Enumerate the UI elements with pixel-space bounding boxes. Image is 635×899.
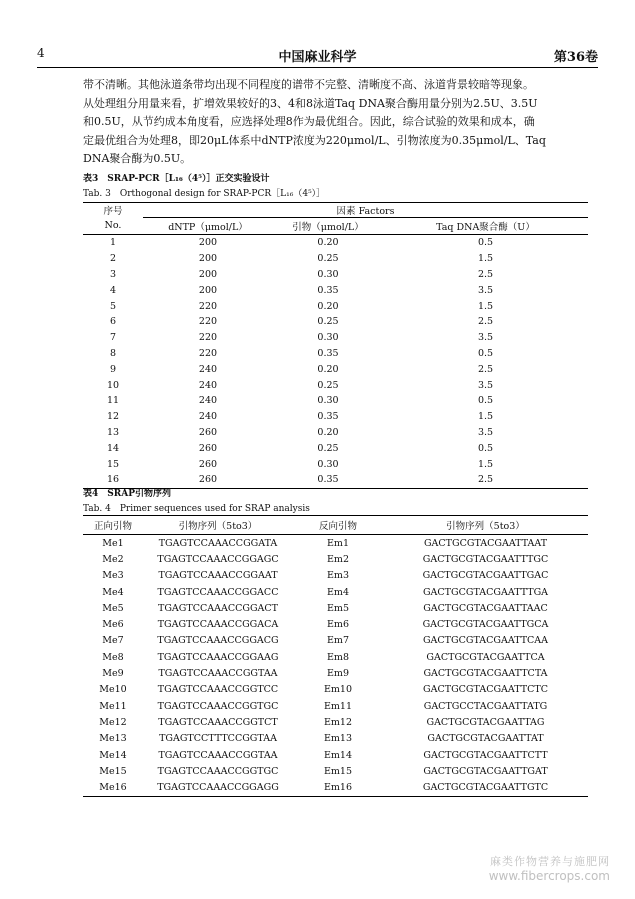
table-cell: Me16 [99,782,127,794]
table-row [83,698,588,714]
table-cell: GACTGCGTACGAATTCAA [422,635,549,647]
table-cell: 10 [106,379,120,391]
table3-caption-en: Tab. 3 Orthogonal design for SRAP-PCR［L₁₆（4⁵）］ [83,189,326,199]
table4-body [83,535,588,797]
table-cell: Em4 [327,586,349,598]
table-cell: Em11 [323,700,353,712]
table-cell: TGAGTCCAAACCGGTAA [158,749,278,761]
table-cell: 1.5 [477,253,494,265]
table4-caption-en: Tab. 4 Primer sequences used for SRAP analysis [83,504,310,514]
table-cell: 6 [109,316,117,328]
site-watermark [489,853,610,883]
table-cell: 0.25 [317,379,339,391]
table-row [83,714,588,730]
table3-body [83,235,588,489]
table-cell: 200 [198,268,218,280]
table-cell: 240 [198,363,218,375]
body-line: 定最优组合为处理8，即20μL体系中dNTP浓度为220μmol/L、引物浓度为0.35μmol/L、Taq [83,133,546,147]
table-cell: 11 [106,395,120,407]
table-cell: TGAGTCCAAACCGGACC [157,586,279,598]
table-cell: 0.35 [317,284,339,296]
table-cell: TGAGTCCAAACCGGTCT [158,716,278,728]
table-cell: Me4 [102,586,124,598]
table-cell: Em16 [323,782,353,794]
table-cell: TGAGTCCAAACCGGAGC [157,553,279,565]
col-header-reverse: 反向引物 [293,516,383,535]
table-cell: 3.5 [477,284,494,296]
table-cell: Me9 [102,668,124,680]
watermark-url: www.fibercrops.com [488,869,610,883]
table-row [83,425,588,441]
table3-caption-cn: 表3 SRAP-PCR［L₁₆（4⁵）］正交实验设计 [83,174,270,184]
table-cell: 2.5 [477,474,494,486]
table-cell: TGAGTCCAAACCGGAAT [158,570,278,582]
table-cell: 12 [106,411,120,423]
table-cell: 200 [198,253,218,265]
table-cell: GACTGCGTACGAATTGAC [422,570,549,582]
table-row [83,393,588,409]
body-line: 从处理组分用量来看，扩增效果较好的3、4和8泳道Taq DNA聚合酶用量分别为2.5U、3.5U [83,96,538,110]
table-cell: GACTGCGTACGAATTTGA [422,586,549,598]
table-cell: 0.30 [317,458,339,470]
table-cell: GACTGCGTACGAATTGCA [422,619,549,631]
table-cell: 7 [109,332,117,344]
col-header-primer: 引物（μmol/L） [273,218,383,235]
table-row [83,731,588,747]
table-cell: GACTGCGTACGAATTAG [426,716,545,728]
table-cell: 2 [109,253,117,265]
table-cell: 220 [198,347,218,359]
table-row [83,616,588,632]
table-row [83,267,588,283]
table-cell: 260 [198,474,218,486]
table-cell: Me15 [99,765,127,777]
table-cell: TGAGTCCAAACCGGACT [157,602,278,614]
table-cell: 1.5 [477,411,494,423]
table-cell: 4 [109,284,117,296]
table-cell: Em3 [327,570,349,582]
table-cell: TGAGTCCAAACCGGTCC [157,684,279,696]
table-row [83,346,588,362]
table-cell: GACTGCGTACGAATTCTC [423,684,548,696]
table-cell: 0.5 [477,442,494,454]
table-cell: Em13 [323,733,353,745]
table-row [83,584,588,600]
table-row [83,779,588,796]
table-cell: Em10 [323,684,353,696]
table-cell: 260 [198,458,218,470]
table-cell: Em8 [327,651,349,663]
table-cell: TGAGTCCAAACCGGTGC [157,700,279,712]
table-cell: 240 [198,395,218,407]
table-cell: 0.35 [317,474,339,486]
table-row [83,600,588,616]
table-cell: 0.20 [317,363,339,375]
table-row [83,665,588,681]
table-cell: Me10 [99,684,127,696]
table-cell: 0.20 [317,237,339,249]
page-header [37,46,598,68]
table-cell: 260 [198,442,218,454]
table-cell: TGAGTCCAAACCGGACA [157,619,279,631]
table-cell: GACTGCGTACGAATTCA [426,651,545,663]
table-cell: GACTGCGTACGAATTCTA [423,668,548,680]
table-row [83,282,588,298]
table-cell: GACTGCGTACGAATTGTC [422,782,549,794]
table-cell: GACTGCGTACGAATTGAT [423,765,548,777]
body-paragraph [83,76,588,169]
table-row [83,456,588,472]
volume-label: 第36卷 [553,50,598,65]
page-number: 4 [37,46,45,60]
table-cell: 240 [198,379,218,391]
table-cell: GACTGCGTACGAATTAAC [423,602,548,614]
table-row [83,377,588,393]
table-row [83,251,588,267]
table-row [83,551,588,567]
body-line: 带不清晰。其他泳道条带均出现不同程度的谱带不完整、清晰度不高、泳道背景较暗等现象。 [83,78,534,91]
table-row [83,409,588,425]
table-cell: Em9 [327,668,349,680]
table-cell: 220 [198,300,218,312]
table-row [83,361,588,377]
table-cell: 260 [198,426,218,438]
table-cell: Me5 [102,602,124,614]
table-cell: 0.30 [317,332,339,344]
table-row [83,535,588,552]
table-cell: 200 [198,284,218,296]
table-row [83,682,588,698]
primer-sequence-table [83,515,588,797]
table-cell: 0.25 [317,253,339,265]
table-cell: 9 [109,363,117,375]
col-header-dntp: dNTP（μmol/L） [143,218,273,235]
table-cell: 1.5 [477,458,494,470]
table-row [83,330,588,346]
table4-caption-cn: 表4 SRAP引物序列 [83,489,171,499]
table-cell: Me14 [99,749,127,761]
table-cell: 0.35 [317,411,339,423]
table-cell: Me3 [102,570,124,582]
table-cell: 0.5 [477,395,494,407]
table-cell: 220 [198,316,218,328]
table-cell: 16 [106,474,120,486]
table-cell: 3 [109,268,117,280]
body-line: 和0.5U，从节约成本角度看，应选择处理8作为最优组合。因此，综合试验的效果和成本，确 [83,115,535,129]
table-cell: 0.35 [317,347,339,359]
table-cell: 2.5 [477,268,494,280]
table-cell: 0.30 [317,268,339,280]
col-header-sequence: 引物序列（5to3） [383,516,588,535]
table-row [83,314,588,330]
table-row [83,763,588,779]
table-cell: Me11 [99,700,127,712]
table-cell: GACTGCGTACGAATTAAT [423,537,548,549]
table-cell: Me7 [102,635,124,647]
body-line: DNA聚合酶为0.5U。 [83,152,192,166]
table-cell: 0.5 [477,347,494,359]
table-cell: Me1 [102,537,124,549]
table-cell: 200 [198,237,218,249]
journal-title: 中国麻业科学 [278,50,357,65]
table-row [83,747,588,763]
table-cell: 14 [106,442,120,454]
table-cell: 240 [198,411,218,423]
col-header-no-en: No. [83,218,143,235]
table-cell: Me13 [99,733,127,745]
table-cell: 0.25 [317,316,339,328]
col-header-taq: Taq DNA聚合酶（U） [383,218,588,235]
header-rule [37,67,598,68]
watermark-name: 麻类作物营养与施肥网 [490,855,610,868]
table-cell: 1.5 [477,300,494,312]
col-header-sequence: 引物序列（5to3） [143,516,293,535]
table-cell: 3.5 [477,332,494,344]
table-cell: 0.25 [317,442,339,454]
table-cell: 2.5 [477,363,494,375]
table-cell: 8 [109,347,117,359]
table-row [83,298,588,314]
table-cell: GACTGCGTACGAATTCTT [423,749,548,761]
table-cell: GACTGCGTACGAATTAT [427,733,544,745]
table-cell: 0.20 [317,426,339,438]
table-row [83,568,588,584]
table-cell: Em7 [327,635,349,647]
table-cell: Em2 [327,553,349,565]
table-cell: GACTGCGTACGAATTTGC [422,553,549,565]
table-cell: TGAGTCCTTTCCGGTAA [159,733,277,745]
table-cell: Em15 [323,765,353,777]
table-row [83,440,588,456]
table-cell: 3.5 [477,426,494,438]
table-cell: 5 [109,300,117,312]
table-cell: Em12 [323,716,353,728]
table-cell: Em14 [323,749,353,761]
table-row [83,649,588,665]
table-cell: TGAGTCCAAACCGGAAG [157,651,279,663]
table-cell: Me8 [102,651,124,663]
table-cell: Em1 [327,537,349,549]
table-cell: TGAGTCCAAACCGGATA [158,537,278,549]
table-cell: Em5 [327,602,349,614]
table-cell: Me12 [99,716,127,728]
table-cell: 1 [109,237,117,249]
table-cell: 2.5 [477,316,494,328]
table-cell: Me2 [102,553,124,565]
table-cell: 13 [106,426,120,438]
table-cell: TGAGTCCAAACCGGTGC [157,765,279,777]
col-header-factors: 因素 Factors [336,206,395,217]
table-cell: Em6 [327,619,349,631]
col-header-no-cn: 序号 [103,206,123,218]
table-row [83,235,588,251]
table-cell: 220 [198,332,218,344]
col-header-forward: 正向引物 [83,516,143,535]
table-cell: 0.5 [477,237,494,249]
table-cell: TGAGTCCAAACCGGACG [157,635,279,647]
orthogonal-design-table [83,202,588,489]
table-cell: 15 [106,458,120,470]
table-cell: Me6 [102,619,124,631]
table-cell: 0.20 [317,300,339,312]
table-cell: TGAGTCCAAACCGGTAA [158,668,278,680]
table-cell: 3.5 [477,379,494,391]
table-cell: GACTGCCTACGAATTATG [423,700,548,712]
table-row [83,633,588,649]
table-cell: TGAGTCCAAACCGGAGG [157,782,279,794]
table-cell: 0.30 [317,395,339,407]
